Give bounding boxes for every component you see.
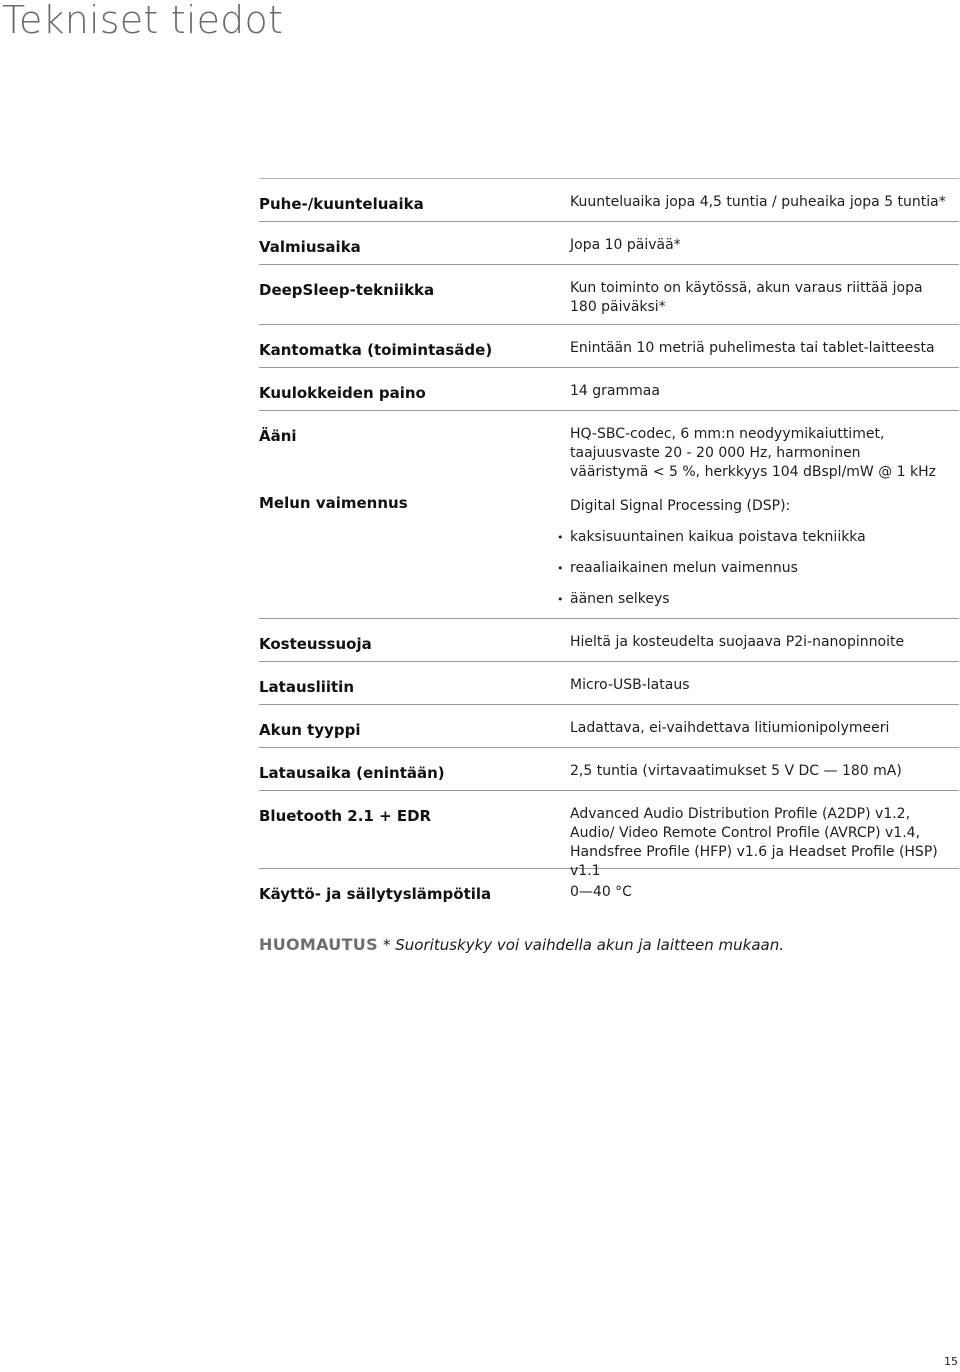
spec-value: Enintään 10 metriä puhelimesta tai tablet-laitteesta [570, 340, 935, 356]
list-item [557, 528, 959, 547]
spec-label: Akun tyyppi [259, 721, 361, 739]
spec-row-connector [259, 661, 959, 704]
spec-label: Kantomatka (toimintasäde) [259, 341, 493, 359]
spec-row-deepsleep [259, 264, 959, 324]
spec-table [259, 178, 959, 920]
spec-label: Valmiusaika [259, 238, 361, 256]
spec-row-temperature [259, 868, 959, 920]
spec-label: Ääni [259, 427, 297, 445]
spec-value-block [557, 490, 959, 618]
bullet-text: reaaliaikainen melun vaimennus [570, 560, 798, 576]
spec-value: Micro-USB-lataus [570, 677, 690, 693]
spec-label: Käyttö- ja säilytyslämpötila [259, 885, 492, 903]
spec-value: Kun toiminto on käytössä, akun varaus riittää jopa 180 päiväksi* [570, 280, 923, 315]
spec-label: Latausaika (enintään) [259, 764, 445, 782]
spec-value: Digital Signal Processing (DSP): [570, 498, 791, 514]
spec-row-charge-time [259, 747, 959, 790]
bullet-text: kaksisuuntainen kaikua poistava tekniikka [570, 529, 866, 545]
spec-label: DeepSleep-tekniikka [259, 281, 435, 299]
spec-value: Jopa 10 päivää* [570, 237, 681, 253]
spec-value: 0—40 °C [570, 884, 632, 900]
spec-row-moisture [259, 618, 959, 661]
spec-value: Ladattava, ei-vaihdettava litiumionipolymeeri [570, 720, 890, 736]
spec-row-audio [259, 410, 959, 490]
spec-label: Kosteussuoja [259, 635, 372, 653]
spec-row-talk-time [259, 178, 959, 221]
spec-label: Melun vaimennus [259, 494, 408, 512]
spec-value: 2,5 tuntia (virtavaatimukset 5 V DC — 180 mA) [570, 763, 902, 779]
note-label: HUOMAUTUS [259, 935, 378, 954]
spec-row-standby [259, 221, 959, 264]
note-text: * Suorituskyky voi vaihdella akun ja laitteen mukaan. [383, 936, 784, 954]
spec-row-weight [259, 367, 959, 410]
spec-row-bluetooth [259, 790, 959, 879]
page-number: 15 [944, 1355, 958, 1368]
bullet-icon: • [557, 593, 564, 606]
spec-label: Latausliitin [259, 678, 354, 696]
page-title: Tekniset tiedot [2, 0, 284, 42]
bullet-text: äänen selkeys [570, 591, 670, 607]
spec-label: Bluetooth 2.1 + EDR [259, 807, 432, 825]
spec-value: Hieltä ja kosteudelta suojaava P2i-nanopinnoite [570, 634, 905, 650]
list-item [557, 590, 959, 609]
spec-label: Puhe-/kuunteluaika [259, 195, 424, 213]
spec-value: Advanced Audio Distribution Profile (A2DP) v1.2, Audio/ Video Remote Control Profile (AVRCP) v1.4, Handsfree Profile (HFP) v1.6 ja Headset Profile (HSP) v1.1 [570, 806, 938, 879]
list-item [557, 559, 959, 578]
bullet-list [557, 528, 959, 609]
spec-value: Kuunteluaika jopa 4,5 tuntia / puheaika jopa 5 tuntia* [570, 194, 946, 210]
footnote [259, 935, 784, 955]
spec-label: Kuulokkeiden paino [259, 384, 426, 402]
bullet-icon: • [557, 531, 564, 544]
spec-value: HQ-SBC-codec, 6 mm:n neodyymikaiuttimet, taajuusvaste 20 - 20 000 Hz, harmoninen vääristymä < 5 %, herkkyys 104 dBspl/mW @ 1 kHz [570, 426, 937, 480]
spec-row-noise-cancellation [259, 490, 959, 618]
spec-value: 14 grammaa [570, 383, 660, 399]
bullet-icon: • [557, 562, 564, 575]
spec-row-battery [259, 704, 959, 747]
spec-row-range [259, 324, 959, 367]
